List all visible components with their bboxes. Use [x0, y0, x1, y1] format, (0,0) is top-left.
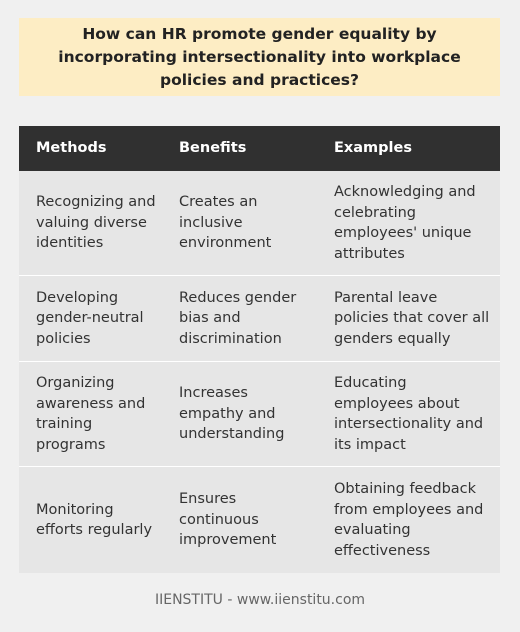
header-benefits: Benefits	[179, 140, 247, 157]
table-row	[19, 171, 500, 276]
title-banner	[19, 18, 500, 96]
header-methods: Methods	[36, 140, 107, 157]
table-cell-method: Organizing awareness and training programs	[36, 375, 146, 453]
table-cell-example: Obtaining feedback from employees and evaluating effectiveness	[334, 481, 484, 559]
header-examples: Examples	[334, 140, 412, 157]
table-row	[19, 467, 500, 573]
table-cell-method: Monitoring efforts regularly	[36, 501, 153, 538]
table-cell-example: Educating employees about intersectionality and its impact	[334, 375, 484, 453]
table-cell-benefit: Increases empathy and understanding	[179, 385, 285, 443]
table-row	[19, 362, 500, 467]
footer-credit: IIENSTITU - www.iienstitu.com	[154, 592, 366, 608]
table-row	[19, 276, 500, 362]
table-cell-method: Recognizing and valuing diverse identities	[36, 194, 156, 252]
table-cell-benefit: Ensures continuous improvement	[179, 491, 277, 549]
table-cell-benefit: Creates an inclusive environment	[179, 194, 272, 252]
methods-table	[19, 126, 500, 573]
table-cell-method: Developing gender-neutral policies	[36, 289, 144, 347]
table-cell-benefit: Reduces gender bias and discrimination	[179, 289, 297, 347]
table-cell-example: Parental leave policies that cover all genders equally	[334, 289, 490, 347]
page-title: How can HR promote gender equality by incorporating intersectionality into workplace policies and practices?	[58, 24, 461, 89]
table-cell-example: Acknowledging and celebrating employees' unique attributes	[334, 184, 476, 262]
table-header-row	[19, 126, 500, 171]
